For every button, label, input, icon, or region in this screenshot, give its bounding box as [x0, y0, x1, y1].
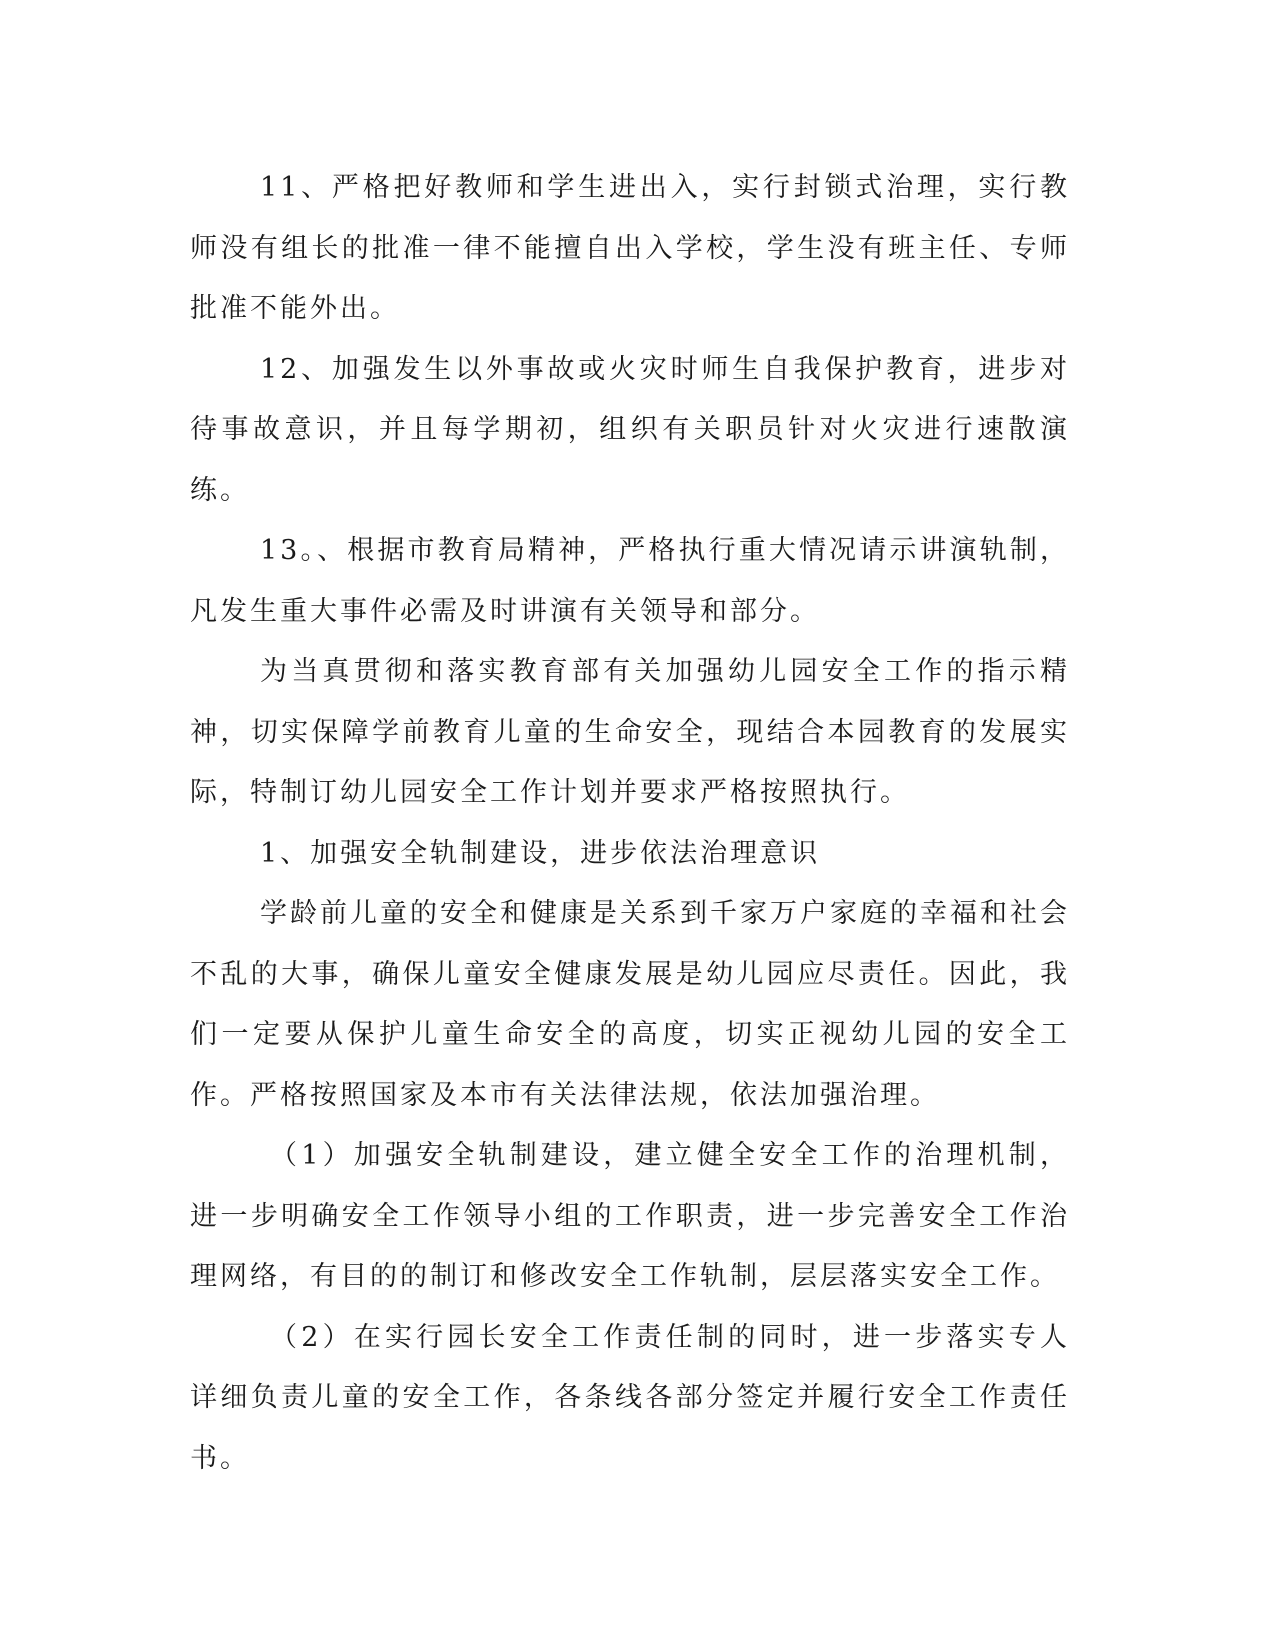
paragraph-item-13: 13。、根据市教育局精神，严格执行重大情况请示讲演轨制，凡发生重大事件必需及时讲演有关领导和部分。: [190, 535, 1070, 627]
paragraph-item-12: 12、加强发生以外事故或火灾时师生自我保护教育，进步对待事故意识，并且每学期初，组织有关职员针对火灾进行速散演练。: [190, 353, 1070, 506]
document-body: [190, 158, 1070, 1489]
paragraph-intro: 为当真贯彻和落实教育部有关加强幼儿园安全工作的指示精神，切实保障学前教育儿童的生命安全，现结合本园教育的发展实际，特制订幼儿园安全工作计划并要求严格按照执行。: [190, 656, 1070, 808]
paragraph-section-1-body: 学龄前儿童的安全和健康是关系到千家万户家庭的幸福和社会不乱的大事，确保儿童安全健康发展是幼儿园应尽责任。因此，我们一定要从保护儿童生命安全的高度，切实正视幼儿园的安全工作。严格按照国家及本市有关法律法规，依法加强治理。: [190, 898, 1070, 1111]
paragraph-subitem-2: （2）在实行园长安全工作责任制的同时，进一步落实专人详细负责儿童的安全工作，各条线各部分签定并履行安全工作责任书。: [190, 1321, 1070, 1474]
section-heading-1: 1、加强安全轨制建设，进步依法治理意识: [260, 837, 821, 869]
paragraph-subitem-1: （1）加强安全轨制建设，建立健全安全工作的治理机制，进一步明确安全工作领导小组的工作职责，进一步完善安全工作治理网络，有目的的制订和修改安全工作轨制，层层落实安全工作。: [190, 1140, 1070, 1292]
paragraph-item-11: 11、严格把好教师和学生进出入，实行封锁式治理，实行教师没有组长的批准一律不能擅自出入学校，学生没有班主任、专师批准不能外出。: [190, 172, 1070, 324]
